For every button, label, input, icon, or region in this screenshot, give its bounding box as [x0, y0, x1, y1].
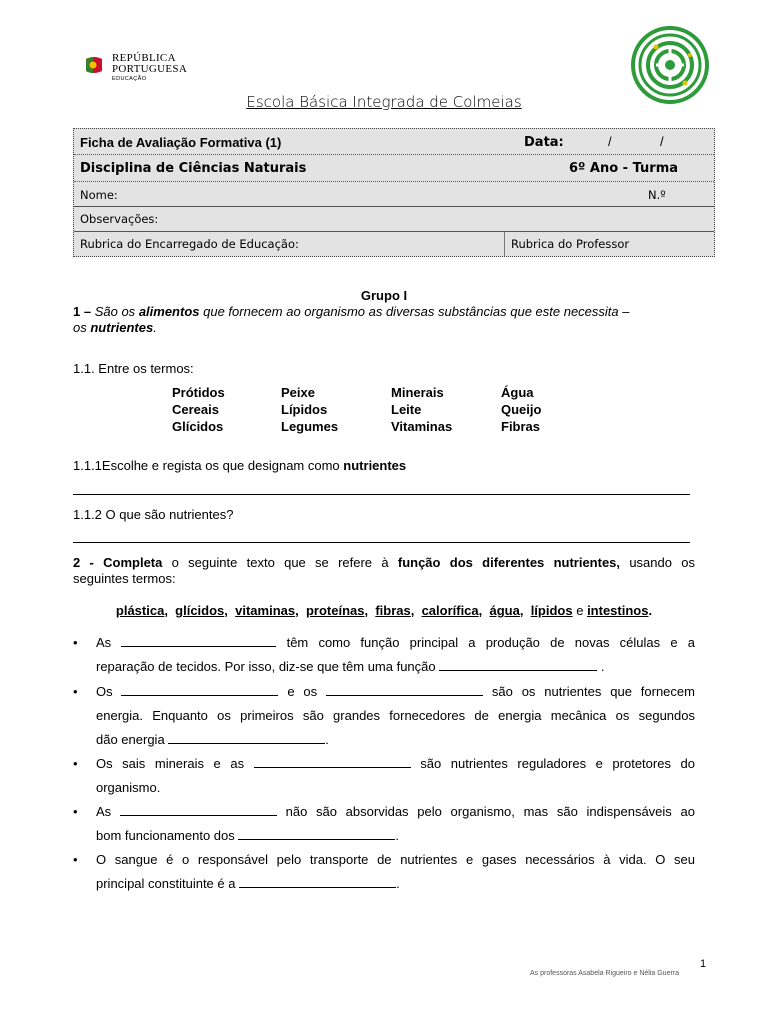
bullet-1: •: [73, 635, 78, 650]
q1-keyword-foods: alimentos: [138, 304, 200, 319]
student-info-table: [73, 128, 715, 257]
term: Prótidos: [172, 385, 225, 400]
word-bank-term: glícidos: [175, 603, 225, 618]
date-slash-2: /: [660, 134, 664, 149]
b3-text: são nutrientes reguladores e protetores do: [420, 756, 695, 771]
word-bank-term: intestinos: [587, 603, 649, 618]
b1-text: As: [96, 635, 112, 650]
signature-divider: [504, 232, 505, 256]
word-bank-term: água: [489, 603, 520, 618]
word-bank: plástica, glícidos, vitaminas, proteínas, fibras, calorífica, água, lípidos e intestinos.: [115, 603, 653, 618]
b5-text: principal constituinte é a: [96, 876, 236, 891]
fill-blank[interactable]: [168, 731, 325, 744]
word-bank-term: proteínas: [305, 603, 365, 618]
table-row-observations: [74, 207, 714, 232]
worksheet-title: Ficha de Avaliação Formativa (1): [80, 135, 282, 150]
group-title: Grupo I: [360, 288, 408, 303]
subject-label: Disciplina de Ciências Naturais: [80, 161, 307, 176]
footer-authors: As professoras Asabela Rigueiro e Nélia Guerra: [530, 970, 680, 977]
question-1-1: 1.1. Entre os termos:: [73, 361, 194, 376]
question-1-1-1: [73, 458, 406, 474]
terms-column-2: [281, 384, 338, 435]
portugal-flag-icon: [84, 55, 104, 75]
terms-column-3: [391, 384, 452, 435]
school-name: Escola Básica Integrada de Colmeias: [246, 93, 522, 111]
bullet-5: •: [73, 852, 78, 867]
fill-blank[interactable]: [254, 755, 411, 768]
q2-text-d: usando os: [629, 555, 695, 570]
term: Cereais: [172, 402, 219, 417]
b2-text: dão energia: [96, 732, 165, 747]
q1-text-c: que fornecem ao organismo as diversas substâncias que este necessita –: [203, 304, 630, 319]
guardian-signature-label: Rubrica do Encarregado de Educação:: [80, 237, 299, 251]
b4-text: As: [96, 804, 112, 819]
table-row-name: [74, 182, 714, 207]
b2-text: e os: [287, 684, 318, 699]
b2-text: Os: [96, 684, 113, 699]
word-bank-term: fibras: [375, 603, 411, 618]
b2-text: .: [325, 732, 329, 747]
fill-blank[interactable]: [121, 683, 278, 696]
fill-blank[interactable]: [120, 803, 277, 816]
b5-text: .: [396, 876, 400, 891]
q2-text-e: seguintes termos:: [73, 571, 176, 586]
fill-blank[interactable]: [439, 658, 597, 671]
answer-line-1[interactable]: [73, 494, 690, 495]
gov-line2: PORTUGUESA: [112, 63, 188, 75]
bullet-1-text: [96, 631, 695, 679]
q1-number: 1 –: [73, 304, 92, 319]
word-bank-term: calorífica: [421, 603, 479, 618]
fill-blank[interactable]: [239, 875, 396, 888]
name-label: Nome:: [80, 188, 118, 202]
date-slash-1: /: [608, 134, 612, 149]
teacher-signature-label: Rubrica do Professor: [511, 237, 630, 251]
terms-column-4: [501, 384, 541, 435]
word-bank-term: lípidos: [530, 603, 573, 618]
question-1-1-2: 1.1.2 O que são nutrientes?: [73, 507, 234, 522]
year-class-label: 6º Ano - Turma: [569, 161, 679, 176]
bullet-4: •: [73, 804, 78, 819]
q1-text-a: São os: [94, 304, 136, 319]
word-bank-term: vitaminas: [235, 603, 296, 618]
b2-line2: energia. Enquanto os primeiros são grandes fornecedores de energia mecânica os segundos: [96, 708, 695, 723]
bullet-5-text: [96, 848, 695, 896]
term: Vitaminas: [391, 419, 453, 434]
government-logo: [84, 52, 214, 86]
bullet-2-text: [96, 680, 695, 752]
b1-text: têm como função principal a produção de novas células e a: [286, 635, 695, 650]
term: Lípidos: [281, 402, 328, 417]
b1-text: .: [600, 659, 605, 674]
term: Leite: [391, 402, 422, 417]
q111-text: 1.1.1Escolhe e regista os que designam como: [73, 458, 340, 473]
q1-text-f: .: [153, 320, 157, 335]
fill-blank[interactable]: [238, 827, 395, 840]
term: Água: [501, 385, 534, 400]
b3-text: Os sais minerais e as: [96, 756, 245, 771]
term: Minerais: [391, 385, 444, 400]
page-number: 1: [700, 958, 707, 970]
b4-text: não são absorvidas pelo organismo, mas são indispensáveis ao: [285, 804, 695, 819]
word-bank-and: e: [576, 603, 584, 618]
bullet-2: •: [73, 684, 78, 699]
observations-label: Observações:: [80, 212, 159, 226]
question-1: [73, 304, 693, 336]
term: Peixe: [281, 385, 315, 400]
table-row-signatures: [74, 232, 714, 256]
q111-keyword: nutrientes: [343, 458, 407, 473]
number-label: N.º: [648, 188, 666, 202]
fill-blank[interactable]: [121, 634, 276, 647]
term: Glícidos: [172, 419, 224, 434]
bullet-4-text: [96, 800, 695, 848]
q2-keyword-complete: Completa: [103, 555, 163, 570]
table-row-title: [74, 129, 714, 155]
q2-keyword-function: função dos diferentes nutrientes,: [397, 555, 621, 570]
bullet-3: •: [73, 756, 78, 771]
q2-number: 2 -: [73, 555, 94, 570]
b3-line2: organismo.: [96, 780, 161, 795]
term: Legumes: [281, 419, 339, 434]
word-bank-term: plástica: [115, 603, 165, 618]
fill-blank[interactable]: [326, 683, 483, 696]
date-label: Data:: [524, 135, 564, 150]
terms-column-1: [172, 384, 225, 435]
b4-text: bom funcionamento dos: [96, 828, 235, 843]
q2-text-b: o seguinte texto que se refere à: [171, 555, 389, 570]
answer-line-2[interactable]: [73, 542, 690, 543]
b2-text: são os nutrientes que fornecem: [491, 684, 695, 699]
gov-line1: REPÚBLICA: [112, 52, 176, 64]
question-2-line1: [73, 555, 695, 571]
table-row-subject: [74, 155, 714, 182]
b4-text: .: [395, 828, 400, 843]
term: Queijo: [501, 402, 542, 417]
q1-text-d: os: [73, 320, 87, 335]
b1-text: reparação de tecidos. Por isso, diz-se que têm uma função: [96, 659, 436, 674]
term: Fibras: [501, 419, 541, 434]
bullet-3-text: [96, 752, 695, 800]
gov-line3: EDUCAÇÃO: [112, 76, 147, 82]
q1-keyword-nutrients: nutrientes: [90, 320, 154, 335]
b5-line1: O sangue é o responsável pelo transporte de nutrientes e gases necessários à vida. O seu: [96, 852, 695, 867]
